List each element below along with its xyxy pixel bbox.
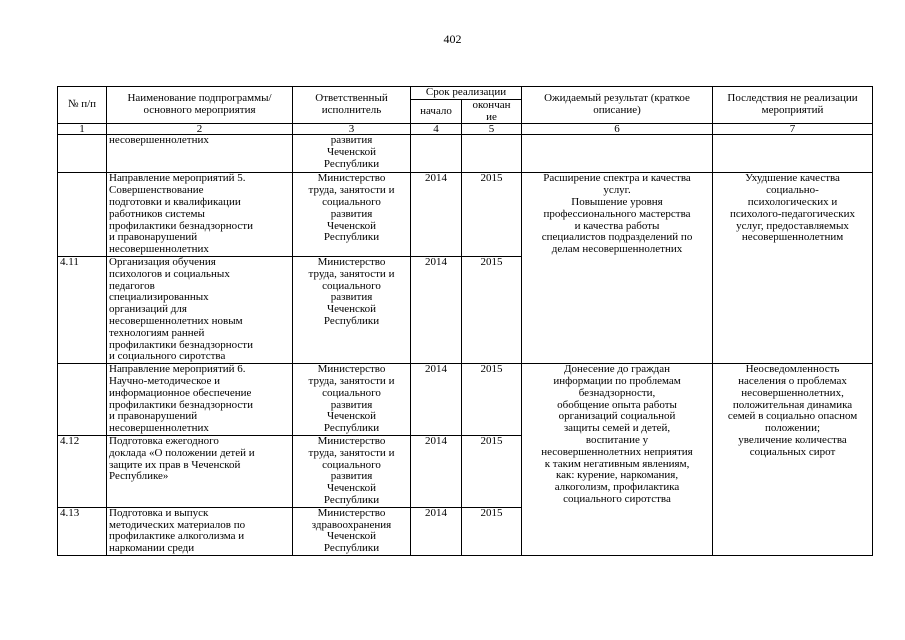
row-executor: Министерство труда, занятости и социального развития Чеченской Республики	[293, 173, 411, 257]
program-table	[57, 86, 873, 556]
header-period: Срок реализации	[411, 87, 522, 100]
row-end	[462, 135, 522, 173]
header-executor: Ответственный исполнитель	[293, 87, 411, 124]
row-num: 4.12	[58, 435, 107, 507]
row-start: 2014	[411, 256, 462, 363]
row-end: 2015	[462, 435, 522, 507]
header-consequence: Последствия не реализации мероприятий	[713, 87, 873, 124]
header-end: окончан ие	[462, 99, 522, 124]
column-number: 7	[713, 124, 873, 135]
row-end: 2015	[462, 507, 522, 555]
column-number: 6	[522, 124, 713, 135]
row-num: 4.13	[58, 507, 107, 555]
row-start: 2014	[411, 173, 462, 257]
row-executor: Министерство здравоохранения Чеченской Республики	[293, 507, 411, 555]
column-number: 1	[58, 124, 107, 135]
column-number: 3	[293, 124, 411, 135]
row-num	[58, 173, 107, 257]
row-start: 2014	[411, 435, 462, 507]
row-num	[58, 364, 107, 436]
row-executor: развития Чеченской Республики	[293, 135, 411, 173]
header-row	[58, 87, 873, 100]
column-number-row	[58, 124, 873, 135]
row-result	[522, 135, 713, 173]
header-result: Ожидаемый результат (краткое описание)	[522, 87, 713, 124]
group5-result: Расширение спектра и качества услуг. Повышение уровня профессионального мастерства и качества работы специалистов подразделений по делам несовершеннолетних	[522, 173, 713, 364]
group6-consequence: Неосведомленность населения о проблемах несовершеннолетних, положительная динамика семей в социально опасном положении; увеличение количества социальных сирот	[713, 364, 873, 556]
row-name: Организация обучения психологов и социальных педагогов специализированных организаций для несовершеннолетних новым технологиям ранней профилактики безнадзорности и социального сиротства	[107, 256, 293, 363]
header-name: Наименование подпрограммы/ основного мероприятия	[107, 87, 293, 124]
row-name: Направление мероприятий 6. Научно-методическое и информационное обеспечение профилактики безнадзорности и правонарушений несовершеннолетних	[107, 364, 293, 436]
row-end: 2015	[462, 364, 522, 436]
table-row	[58, 135, 873, 173]
row-consequence	[713, 135, 873, 173]
row-name: Подготовка и выпуск методических материалов по профилактике алкоголизма и наркомании среди	[107, 507, 293, 555]
column-number: 5	[462, 124, 522, 135]
row-executor: Министерство труда, занятости и социального развития Чеченской Республики	[293, 364, 411, 436]
row-num	[58, 135, 107, 173]
table-row	[58, 364, 873, 436]
table-row	[58, 173, 873, 257]
row-executor: Министерство труда, занятости и социального развития Чеченской Республики	[293, 256, 411, 363]
row-num: 4.11	[58, 256, 107, 363]
page-number: 402	[443, 32, 462, 46]
row-name: Направление мероприятий 5. Совершенствование подготовки и квалификации работников системы профилактики безнадзорности и правонарушений несовершеннолетних	[107, 173, 293, 257]
column-number: 2	[107, 124, 293, 135]
row-start: 2014	[411, 507, 462, 555]
row-end: 2015	[462, 256, 522, 363]
row-start	[411, 135, 462, 173]
group5-consequence: Ухудшение качества социально- психологических и психолого-педагогических услуг, предоставляемых несовершеннолетним	[713, 173, 873, 364]
row-name: Подготовка ежегодного доклада «О положении детей и защите их прав в Чеченской Республике»	[107, 435, 293, 507]
row-end: 2015	[462, 173, 522, 257]
row-start: 2014	[411, 364, 462, 436]
column-number: 4	[411, 124, 462, 135]
header-start: начало	[411, 99, 462, 124]
row-name: несовершеннолетних	[107, 135, 293, 173]
header-num: № п/п	[58, 87, 107, 124]
row-executor: Министерство труда, занятости и социального развития Чеченской Республики	[293, 435, 411, 507]
group6-result: Донесение до граждан информации по проблемам безнадзорности, обобщение опыта работы организаций социальной защиты семей и детей, воспитание у несовершеннолетних неприятия к таким негативным явлениям, как: курение, наркомания, алкоголизм, профилактика социального сиротства	[522, 364, 713, 556]
